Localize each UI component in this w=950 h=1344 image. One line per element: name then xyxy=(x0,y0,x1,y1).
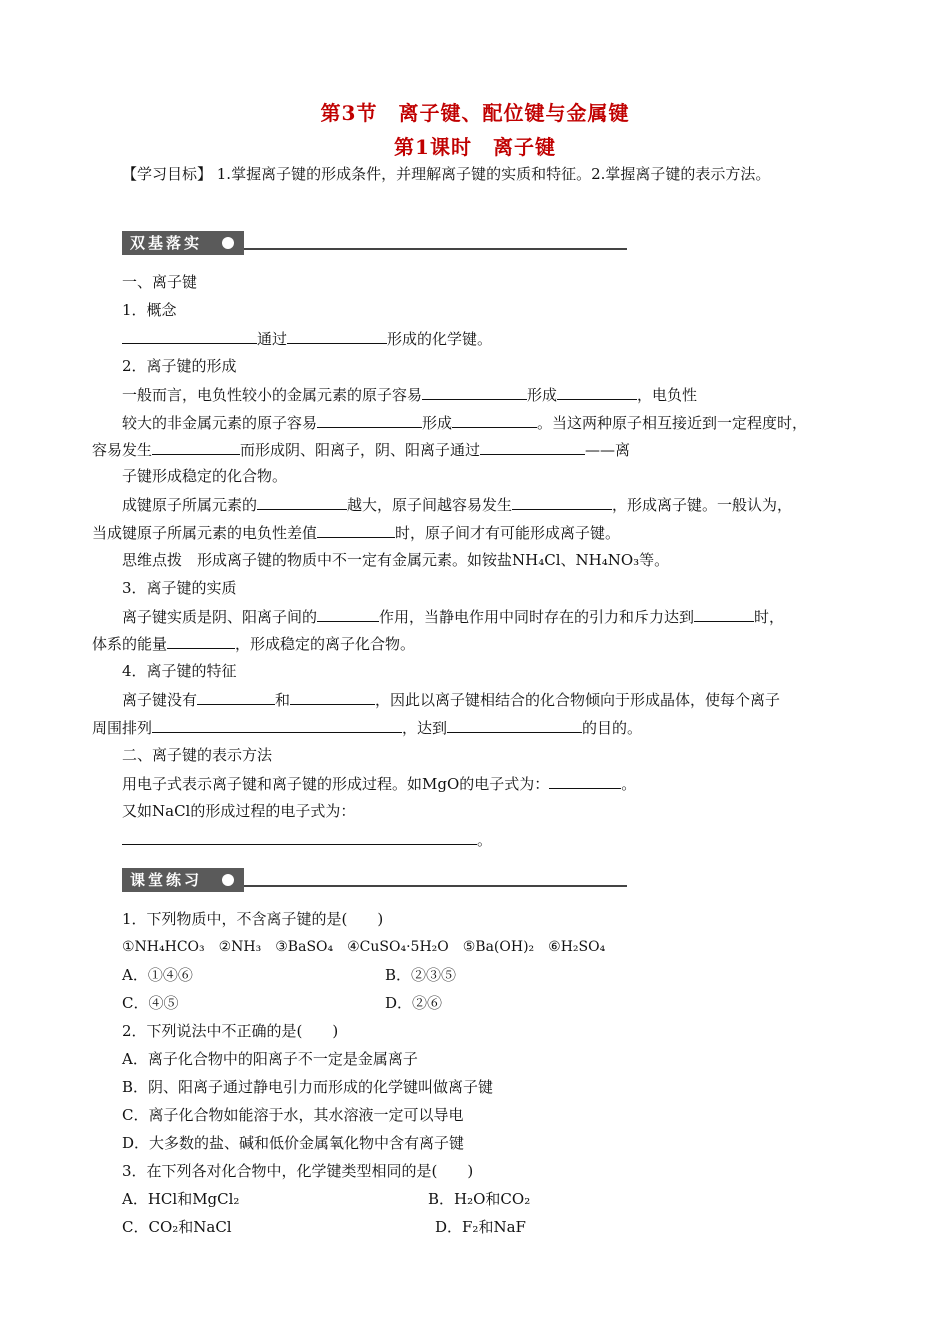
fill-blank[interactable] xyxy=(122,328,257,344)
thinking-tip xyxy=(122,550,669,570)
question-3: 3．在下列各对化合物中，化学键类型相同的是( ) xyxy=(122,1162,474,1180)
question-2-option-b[interactable]: B．阴、阳离子通过静电引力而形成的化学键叫做离子键 xyxy=(122,1078,494,1096)
fill-blank[interactable] xyxy=(197,689,275,705)
question-2-option-c[interactable]: C．离子化合物如能溶于水，其水溶液一定可以导电 xyxy=(122,1106,464,1124)
fill-blank[interactable] xyxy=(287,328,387,344)
formation-line-4: 子键形成稳定的化合物。 xyxy=(122,467,288,485)
representation-line-1: 用电子式表示离子键和离子键的形成过程。如MgO的电子式为： 。 xyxy=(122,775,637,793)
heading-feature: 4．离子键的特征 xyxy=(122,662,237,680)
fill-blank[interactable] xyxy=(152,439,240,455)
fill-blank[interactable] xyxy=(317,522,395,538)
fill-blank[interactable] xyxy=(480,439,585,455)
question-1-items: ①NH₄HCO₃ ②NH₃ ③BaSO₄ ④CuSO₄·5H₂O ⑤Ba(OH)₂ ⑥H₂SO₄ xyxy=(122,939,606,955)
learning-objectives: 【学习目标】 1.掌握离子键的形成条件，并理解离子键的实质和特征。2.掌握离子键的表示方法。 xyxy=(122,165,771,183)
question-3-option-a[interactable]: A．HCl和MgCl₂ xyxy=(122,1190,240,1208)
question-3-option-c[interactable]: C．CO₂和NaCl xyxy=(122,1218,232,1236)
fill-blank[interactable] xyxy=(512,494,612,510)
page-title: 第3节 离子键、配位键与金属键 xyxy=(320,101,630,125)
heading-essence: 3．离子键的实质 xyxy=(122,579,237,597)
banner-rule xyxy=(244,885,627,887)
fill-blank[interactable] xyxy=(317,412,422,428)
essence-line-1: 离子键实质是阴、阳离子间的 作用，当静电作用中同时存在的引力和斥力达到 时， xyxy=(122,608,785,626)
question-1-option-b[interactable]: B．②③⑤ xyxy=(385,966,457,984)
fill-blank[interactable] xyxy=(452,412,537,428)
banner-label: 双基落实 xyxy=(122,231,244,255)
fill-blank[interactable] xyxy=(557,384,637,400)
representation-line-2: 又如NaCl的形成过程的电子式为： xyxy=(122,802,356,820)
banner-dot-icon xyxy=(222,874,234,886)
fill-blank[interactable] xyxy=(257,494,347,510)
question-1-option-d[interactable]: D．②⑥ xyxy=(385,994,443,1012)
fill-blank[interactable] xyxy=(422,384,527,400)
fill-blank[interactable] xyxy=(152,717,402,733)
heading-formation: 2．离子键的形成 xyxy=(122,357,237,375)
question-1: 1．下列物质中，不含离子键的是( ) xyxy=(122,910,384,928)
tip-label: 思维点拨 xyxy=(122,551,183,569)
tip-text: 形成离子键的物质中不一定有金属元素。如铵盐NH₄Cl、NH₄NO₃等。 xyxy=(197,551,670,569)
formation-line-2: 较大的非金属元素的原子容易 形成 。当这两种原子相互接近到一定程度时， xyxy=(122,414,808,432)
concept-line: 通过 形成的化学键。 xyxy=(122,328,492,349)
question-2: 2．下列说法中不正确的是( ) xyxy=(122,1022,339,1040)
formation-line-1: 一般而言，电负性较小的金属元素的原子容易 形成 ，电负性 xyxy=(122,386,698,404)
question-2-option-a[interactable]: A．离子化合物中的阳离子不一定是金属离子 xyxy=(122,1050,418,1068)
fill-blank[interactable] xyxy=(122,829,477,845)
fill-blank[interactable] xyxy=(447,717,582,733)
formation-line-3: 容易发生 而形成阴、阳离子，阴、阳离子通过 ——离 xyxy=(92,441,631,459)
fill-blank[interactable] xyxy=(290,689,375,705)
formation-line-6: 当成键原子所属元素的电负性差值 时，原子间才有可能形成离子键。 xyxy=(92,524,621,542)
fill-blank[interactable] xyxy=(694,606,754,622)
heading-concept: 1．概念 xyxy=(122,301,177,319)
formation-line-5: 成键原子所属元素的 越大，原子间越容易发生 ，形成离子键。一般认为， xyxy=(122,496,793,514)
fill-blank[interactable] xyxy=(549,773,621,789)
banner-label: 课堂练习 xyxy=(122,868,244,892)
banner-dot-icon xyxy=(222,237,234,249)
banner-rule xyxy=(244,248,627,250)
essence-line-2: 体系的能量 ，形成稳定的离子化合物。 xyxy=(92,635,416,653)
fill-blank[interactable] xyxy=(167,633,235,649)
fill-blank[interactable] xyxy=(317,606,379,622)
heading-ionic-bond: 一、离子键 xyxy=(122,273,198,291)
page-subtitle: 第1课时 离子键 xyxy=(394,135,556,159)
feature-line-2: 周围排列 ，达到 的目的。 xyxy=(92,719,643,737)
feature-line-1: 离子键没有 和 ，因此以离子键相结合的化合物倾向于形成晶体，使每个离子 xyxy=(122,691,781,709)
question-1-option-a[interactable]: A．①④⑥ xyxy=(122,966,193,984)
question-1-option-c[interactable]: C．④⑤ xyxy=(122,994,179,1012)
question-2-option-d[interactable]: D．大多数的盐、碱和低价金属氧化物中含有离子键 xyxy=(122,1134,465,1152)
question-3-option-b[interactable]: B．H₂O和CO₂ xyxy=(428,1190,531,1208)
question-3-option-d[interactable]: D．F₂和NaF xyxy=(435,1218,526,1236)
heading-representation: 二、离子键的表示方法 xyxy=(122,746,273,764)
representation-line-3: 。 xyxy=(122,829,492,850)
